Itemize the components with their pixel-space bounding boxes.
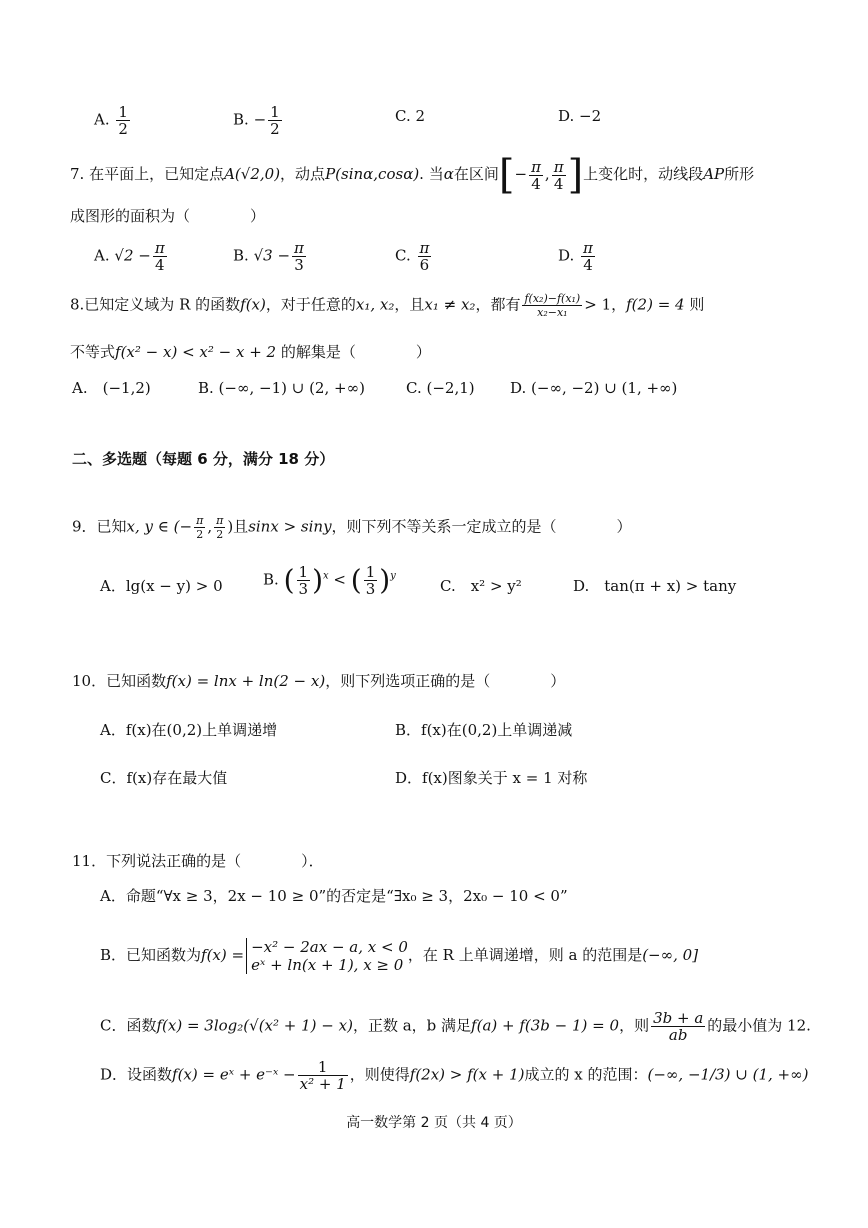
- q11-option-a: A．命题“∀x ≥ 3，2x − 10 ≥ 0”的否定是“∃x₀ ≥ 3，2x₀ − 10 < 0”: [100, 887, 568, 905]
- q7-stem: 7. 在平面上，已知定点A(√2,0)，动点P(sinα,cosα). 当α在区间[− $\frac{\pi}{4}$ , $\frac{\pi}{4}$ ]上变化时，动线段AP所形: [70, 152, 755, 198]
- q8-option-c: C. (−2,1): [406, 379, 475, 397]
- q9-stem: 9．已知x, y ∈ (− $\frac{\pi}{2}$ , $\frac{\pi}{2}$ )且sinx > siny，则下列不等关系一定成立的是（ ）: [72, 514, 632, 541]
- q8-stem: 8.已知定义域为 R 的函数f(x)，对于任意的x₁, x₂，且x₁ ≠ x₂，都有 $\frac{\text{f(x₂)−f(x₁)}}{\text{x₂−x₁}}$ > 1，f(2) = 4 则: [70, 292, 705, 319]
- q11-option-d: D．设函数f(x) = eˣ + e⁻ˣ − $\frac{1}{\text{x² + 1}}$ ，则使得f(2x) > f(x + 1)成立的 x 的范围：(−∞, −1/3) ∪ (1, +∞): [100, 1058, 809, 1093]
- q6-option-c: C. 2: [395, 107, 426, 125]
- fraction: $\frac{1}{\text{x² + 1}}$: [299, 1058, 346, 1093]
- q7-option-a: A. √2 − $\frac{\pi}{4}$: [94, 239, 165, 274]
- piecewise-brace: −x² − 2ax − a, x < 0 eˣ + ln(x + 1), x ≥ 0: [246, 938, 408, 974]
- q7-option-d: D. $\frac{\pi}{4}$: [558, 239, 593, 274]
- q7-option-b: B. √3 − $\frac{\pi}{3}$: [233, 239, 304, 274]
- q8-stem-line2: 不等式f(x² − x) < x² − x + 2 的解集是（ ）: [70, 343, 431, 361]
- q6-option-d: D. −2: [558, 107, 602, 125]
- q8-option-a: A. (−1,2): [72, 379, 151, 397]
- q9-option-a: A．lg(x − y) > 0: [100, 577, 223, 595]
- fraction: $\frac{\text{f(x₂)−f(x₁)}}{\text{x₂−x₁}}$: [524, 292, 581, 319]
- q7-stem-line2: 成图形的面积为（ ）: [70, 207, 266, 225]
- page-footer: 高一数学第 2 页（共 4 页）: [346, 1115, 522, 1131]
- q11-option-c: C．函数f(x) = 3log₂(√(x² + 1) − x)，正数 a，b 满足f(a) + f(3b − 1) = 0，则 $\frac{3b + a}{ab}$ 的最小值为 12.: [100, 1009, 811, 1044]
- q10-option-a: A．f(x)在(0,2)上单调递增: [100, 721, 278, 739]
- q11-option-b: B．已知函数为f(x) = −x² − 2ax − a, x < 0 eˣ + ln(x + 1), x ≥ 0 ，在 R 上单调递增，则 a 的范围是(−∞, 0]: [100, 938, 699, 974]
- q11-stem: 11．下列说法正确的是（ ）．: [72, 852, 324, 870]
- q6-option-a: A. $\frac{1}{2}$: [94, 103, 128, 138]
- q10-option-b: B．f(x)在(0,2)上单调递减: [395, 721, 573, 739]
- q8-option-d: D. (−∞, −2) ∪ (1, +∞): [510, 379, 678, 397]
- fraction: $\frac{1}{2}$: [118, 103, 128, 138]
- q9-option-b: B. ( $\frac{1}{3}$ )$^x$ < ( $\frac{1}{3}$ )$^y$: [263, 563, 396, 598]
- q9-option-d: D. tan(π + x) > tany: [573, 577, 737, 595]
- q10-option-c: C．f(x)存在最大值: [100, 769, 228, 787]
- q10-stem: 10．已知函数f(x) = lnx + ln(2 − x)，则下列选项正确的是（ ）: [72, 672, 566, 690]
- q8-option-b: B. (−∞, −1) ∪ (2, +∞): [198, 379, 365, 397]
- fraction: $\frac{3b + a}{ab}$: [653, 1009, 704, 1044]
- q10-option-d: D．f(x)图象关于 x = 1 对称: [395, 769, 588, 787]
- section-header: 二、多选题（每题 6 分，满分 18 分）: [72, 450, 335, 468]
- q7-option-c: C. $\frac{\pi}{6}$: [395, 239, 430, 274]
- q9-option-c: C. x² > y²: [440, 577, 522, 595]
- q6-option-b: B. − $\frac{1}{2}$: [233, 103, 280, 138]
- fraction: $\frac{1}{2}$: [270, 103, 280, 138]
